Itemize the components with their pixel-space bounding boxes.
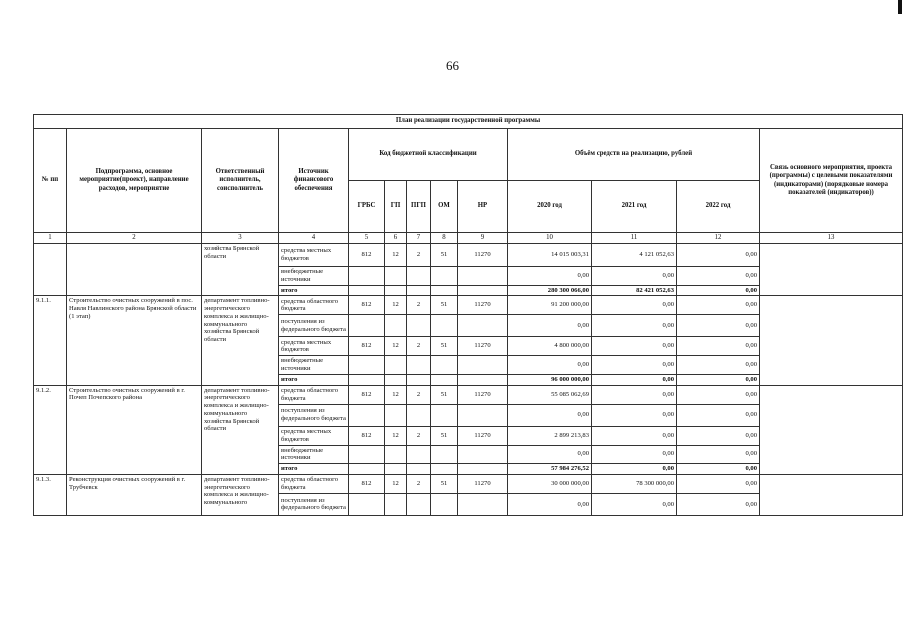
header-kbk: Код бюджетной классификации (349, 129, 508, 181)
col-number: 12 (677, 233, 760, 244)
amount-v2020-cell: 0,00 (508, 315, 592, 337)
amount-v2020-cell: 55 085 062,69 (508, 385, 592, 404)
code-grbs-cell: 812 (349, 385, 385, 404)
code-gp-cell (385, 445, 407, 464)
amount-v2022-cell: 0,00 (677, 426, 760, 445)
source-cell: внебюджетные источники (279, 445, 349, 464)
source-cell: итого (279, 374, 349, 385)
executor-cell: департамент топливно-энергетического комплекса и жилищно-коммунального (202, 474, 279, 515)
indicator-link-cell (760, 244, 903, 296)
col-number: 5 (349, 233, 385, 244)
amount-v2021-cell: 0,00 (592, 493, 677, 515)
activity-name-cell: Реконструкция очистных сооружений в г. Трубчевск (67, 474, 202, 515)
column-number-row (34, 233, 903, 244)
code-om-cell: 51 (431, 426, 458, 445)
col-number: 3 (202, 233, 279, 244)
amount-v2021-cell: 0,00 (592, 337, 677, 356)
code-np-cell (458, 464, 508, 475)
source-cell: внебюджетные источники (279, 267, 349, 286)
amount-v2021-cell: 0,00 (592, 385, 677, 404)
amount-v2022-cell: 0,00 (677, 474, 760, 493)
amount-v2021-cell: 0,00 (592, 374, 677, 385)
source-cell: итого (279, 285, 349, 296)
source-cell: внебюджетные источники (279, 356, 349, 375)
col-number: 6 (385, 233, 407, 244)
amount-v2021-cell: 82 421 052,63 (592, 285, 677, 296)
code-pgp-cell (407, 267, 431, 286)
amount-v2022-cell: 0,00 (677, 296, 760, 315)
source-cell: средства местных бюджетов (279, 244, 349, 267)
code-np-cell (458, 493, 508, 515)
code-gp-cell: 12 (385, 474, 407, 493)
code-pgp-cell (407, 315, 431, 337)
activity-name-cell: Строительство очистных сооружений в г. Почеп Почепского района (67, 385, 202, 474)
row-number-cell: 9.1.1. (34, 296, 67, 385)
table-row (34, 296, 903, 315)
program-plan-table (33, 114, 903, 516)
code-pgp-cell (407, 356, 431, 375)
code-om-cell (431, 356, 458, 375)
amount-v2021-cell: 0,00 (592, 404, 677, 426)
code-om-cell (431, 267, 458, 286)
activity-name-cell: Строительство очистных сооружений в пос. Навля Навлинского района Брянской области (1 этап) (67, 296, 202, 385)
source-cell: средства местных бюджетов (279, 337, 349, 356)
amount-v2020-cell: 0,00 (508, 267, 592, 286)
amount-v2022-cell: 0,00 (677, 385, 760, 404)
header-np: НР (458, 181, 508, 233)
amount-v2022-cell: 0,00 (677, 337, 760, 356)
scan-edge-mark (898, 0, 902, 14)
code-pgp-cell (407, 285, 431, 296)
col-number: 11 (592, 233, 677, 244)
source-cell: средства областного бюджета (279, 385, 349, 404)
row-number-cell: 9.1.2. (34, 385, 67, 474)
row-number-cell (34, 244, 67, 296)
amount-v2022-cell: 0,00 (677, 356, 760, 375)
code-gp-cell (385, 315, 407, 337)
amount-v2022-cell: 0,00 (677, 267, 760, 286)
amount-v2020-cell: 2 899 213,83 (508, 426, 592, 445)
page-number: 66 (446, 58, 459, 73)
code-om-cell (431, 285, 458, 296)
code-gp-cell (385, 404, 407, 426)
code-gp-cell (385, 285, 407, 296)
executor-cell: хозяйства Брянской области (202, 244, 279, 296)
indicator-link-cell (760, 385, 903, 474)
source-cell: средства местных бюджетов (279, 426, 349, 445)
code-gp-cell (385, 493, 407, 515)
amount-v2021-cell: 0,00 (592, 445, 677, 464)
col-number: 13 (760, 233, 903, 244)
amount-v2020-cell: 30 000 000,00 (508, 474, 592, 493)
code-gp-cell: 12 (385, 385, 407, 404)
amount-v2021-cell: 0,00 (592, 296, 677, 315)
amount-v2020-cell: 57 984 276,52 (508, 464, 592, 475)
amount-v2021-cell: 4 121 052,63 (592, 244, 677, 267)
code-om-cell: 51 (431, 474, 458, 493)
header-gp: ГП (385, 181, 407, 233)
code-grbs-cell (349, 493, 385, 515)
code-grbs-cell (349, 267, 385, 286)
amount-v2022-cell: 0,00 (677, 285, 760, 296)
code-gp-cell: 12 (385, 296, 407, 315)
code-pgp-cell (407, 374, 431, 385)
source-cell: поступления из федерального бюджета (279, 404, 349, 426)
source-cell: средства областного бюджета (279, 296, 349, 315)
amount-v2020-cell: 0,00 (508, 404, 592, 426)
header-grbs: ГРБС (349, 181, 385, 233)
amount-v2022-cell: 0,00 (677, 404, 760, 426)
code-om-cell: 51 (431, 337, 458, 356)
amount-v2022-cell: 0,00 (677, 244, 760, 267)
amount-v2021-cell: 0,00 (592, 356, 677, 375)
code-om-cell (431, 374, 458, 385)
col-number: 8 (431, 233, 458, 244)
amount-v2020-cell: 14 015 003,31 (508, 244, 592, 267)
amount-v2021-cell: 0,00 (592, 426, 677, 445)
table-row (34, 244, 903, 267)
amount-v2022-cell: 0,00 (677, 464, 760, 475)
amount-v2021-cell: 0,00 (592, 464, 677, 475)
code-gp-cell: 12 (385, 244, 407, 267)
code-np-cell (458, 404, 508, 426)
col-number: 4 (279, 233, 349, 244)
header-2021: 2021 год (592, 181, 677, 233)
code-np-cell (458, 374, 508, 385)
amount-v2021-cell: 0,00 (592, 315, 677, 337)
header-link: Связь основного мероприятия, проекта (программы) с целевыми показателями (индикаторами) (порядковые номера показателей (индикаторов)) (760, 129, 903, 233)
header-2020: 2020 год (508, 181, 592, 233)
code-pgp-cell: 2 (407, 296, 431, 315)
code-om-cell: 51 (431, 296, 458, 315)
code-gp-cell (385, 267, 407, 286)
code-np-cell: 11270 (458, 244, 508, 267)
col-number: 1 (34, 233, 67, 244)
amount-v2020-cell: 96 000 000,00 (508, 374, 592, 385)
col-number: 2 (67, 233, 202, 244)
code-gp-cell: 12 (385, 337, 407, 356)
code-np-cell: 11270 (458, 337, 508, 356)
code-np-cell: 11270 (458, 385, 508, 404)
code-np-cell: 11270 (458, 474, 508, 493)
code-pgp-cell (407, 404, 431, 426)
amount-v2021-cell: 78 300 000,00 (592, 474, 677, 493)
amount-v2020-cell: 0,00 (508, 356, 592, 375)
header-volume: Объём средств на реализацию, рублей (508, 129, 760, 181)
amount-v2022-cell: 0,00 (677, 445, 760, 464)
code-grbs-cell (349, 356, 385, 375)
code-om-cell (431, 315, 458, 337)
code-np-cell (458, 315, 508, 337)
executor-cell: департамент топливно-энергетического комплекса и жилищно-коммунального хозяйства Брянской области (202, 385, 279, 474)
amount-v2020-cell: 91 200 000,00 (508, 296, 592, 315)
code-gp-cell: 12 (385, 426, 407, 445)
code-grbs-cell: 812 (349, 426, 385, 445)
code-om-cell (431, 493, 458, 515)
code-gp-cell (385, 374, 407, 385)
col-number: 10 (508, 233, 592, 244)
code-grbs-cell (349, 404, 385, 426)
header-om: ОМ (431, 181, 458, 233)
header-2022: 2022 год (677, 181, 760, 233)
code-pgp-cell (407, 445, 431, 464)
amount-v2020-cell: 0,00 (508, 445, 592, 464)
code-np-cell (458, 267, 508, 286)
amount-v2020-cell: 0,00 (508, 493, 592, 515)
code-om-cell (431, 404, 458, 426)
amount-v2020-cell: 280 300 066,00 (508, 285, 592, 296)
code-np-cell: 11270 (458, 426, 508, 445)
source-cell: поступления из федерального бюджета (279, 315, 349, 337)
code-pgp-cell: 2 (407, 426, 431, 445)
code-pgp-cell: 2 (407, 244, 431, 267)
executor-cell: департамент топливно-энергетического комплекса и жилищно-коммунального хозяйства Брянской области (202, 296, 279, 385)
indicator-link-cell (760, 296, 903, 385)
code-np-cell (458, 445, 508, 464)
row-number-cell: 9.1.3. (34, 474, 67, 515)
table-row (34, 385, 903, 404)
code-grbs-cell (349, 445, 385, 464)
code-om-cell (431, 445, 458, 464)
source-cell: итого (279, 464, 349, 475)
amount-v2021-cell: 0,00 (592, 267, 677, 286)
code-grbs-cell (349, 285, 385, 296)
code-grbs-cell (349, 315, 385, 337)
code-gp-cell (385, 464, 407, 475)
code-pgp-cell (407, 493, 431, 515)
code-grbs-cell: 812 (349, 337, 385, 356)
col-number: 9 (458, 233, 508, 244)
header-name: Подпрограмма, основное мероприятие(проект), направление расходов, мероприятие (67, 129, 202, 233)
code-om-cell: 51 (431, 244, 458, 267)
code-pgp-cell: 2 (407, 385, 431, 404)
activity-name-cell (67, 244, 202, 296)
code-grbs-cell: 812 (349, 296, 385, 315)
code-np-cell (458, 356, 508, 375)
code-grbs-cell (349, 374, 385, 385)
code-gp-cell (385, 356, 407, 375)
header-executor: Ответственный исполнитель, соисполнитель (202, 129, 279, 233)
table-row (34, 474, 903, 493)
source-cell: средства областного бюджета (279, 474, 349, 493)
code-pgp-cell: 2 (407, 337, 431, 356)
code-pgp-cell (407, 464, 431, 475)
header-pgp: ПГП (407, 181, 431, 233)
code-grbs-cell: 812 (349, 244, 385, 267)
header-no: № пп (34, 129, 67, 233)
header-source: Источник финансового обеспечения (279, 129, 349, 233)
source-cell: поступления из федерального бюджета (279, 493, 349, 515)
amount-v2022-cell: 0,00 (677, 315, 760, 337)
code-om-cell: 51 (431, 385, 458, 404)
code-grbs-cell (349, 464, 385, 475)
code-om-cell (431, 464, 458, 475)
code-pgp-cell: 2 (407, 474, 431, 493)
amount-v2022-cell: 0,00 (677, 374, 760, 385)
code-np-cell (458, 285, 508, 296)
indicator-link-cell (760, 474, 903, 515)
code-grbs-cell: 812 (349, 474, 385, 493)
table-title: План реализации государственной программы (34, 115, 903, 129)
amount-v2020-cell: 4 800 000,00 (508, 337, 592, 356)
amount-v2022-cell: 0,00 (677, 493, 760, 515)
code-np-cell: 11270 (458, 296, 508, 315)
col-number: 7 (407, 233, 431, 244)
